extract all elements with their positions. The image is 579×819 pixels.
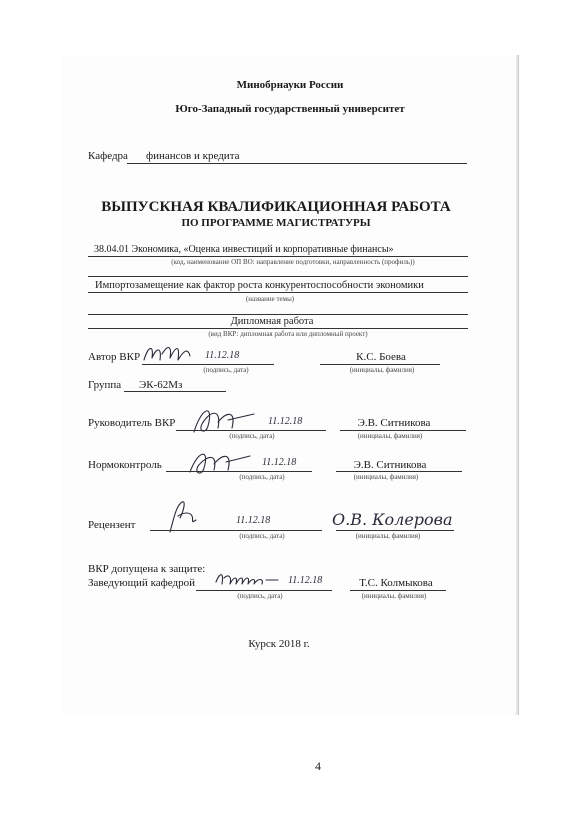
normcontrol-name-caption: (инициалы, фамилия) [353,473,419,481]
group-label: Группа [88,379,122,391]
normcontrol-name-line [336,471,462,472]
head-name: Т.С. Колмыкова [359,577,433,589]
reviewer-name-line [336,530,454,531]
normcontrol-sign-caption: (подпись, дата) [239,473,285,481]
program-line: ПО ПРОГРАММЕ МАГИСТРАТУРЫ [181,217,371,229]
page-edge [518,55,519,715]
supervisor-label: Руководитель ВКР [88,417,176,429]
work-type-value: Дипломная работа [230,316,314,327]
head-name-caption: (инициалы, фамилия) [361,592,427,600]
normcontrol-sign-line [166,471,312,472]
normcontrol-label: Нормоконтроль [88,459,162,471]
supervisor-name-line [340,430,466,431]
head-sign-line [196,590,332,591]
group-underline [124,391,226,392]
direction-caption: (код, наименование ОП ВО: направление подготовки, направленность (профиль)) [171,258,415,266]
university-heading: Юго-Западный государственный университет [175,103,405,115]
author-label: Автор ВКР [88,351,141,363]
author-name-line [320,364,440,365]
admission-line: ВКР допущена к защите: [88,563,206,575]
direction-underline-2 [88,276,468,277]
author-name: К.С. Боева [356,351,406,363]
supervisor-date: 11.12.18 [268,416,303,427]
work-type-underline [88,328,468,329]
reviewer-label: Рецензент [88,519,136,531]
ministry-heading: Минобрнауки России [236,79,344,91]
reviewer-date: 11.12.18 [236,515,271,526]
city-year: Курск 2018 г. [248,638,310,650]
department-label: Кафедра [88,150,128,162]
head-signature [212,566,284,590]
head-date: 11.12.18 [288,575,323,586]
author-sign-line [142,364,274,365]
department-underline [127,163,467,164]
direction-underline [88,256,468,257]
work-title: ВЫПУСКНАЯ КВАЛИФИКАЦИОННАЯ РАБОТА [101,199,451,215]
work-type-caption: (вид ВКР: дипломная работа или дипломный проект) [208,330,368,338]
department-value: финансов и кредита [146,150,240,162]
reviewer-name-handwritten: О.В. Колерова [332,510,453,529]
topic-underline [88,292,468,293]
supervisor-sign-caption: (подпись, дата) [229,432,275,440]
supervisor-name: Э.В. Ситникова [357,417,431,429]
page-number: 4 [315,759,321,773]
scanned-page [62,55,518,715]
reviewer-name-caption: (инициалы, фамилия) [355,532,421,540]
direction-value: 38.04.01 Экономика, «Оценка инвестиций и корпоративные финансы» [94,244,394,255]
head-name-line [350,590,446,591]
supervisor-name-caption: (инициалы, фамилия) [357,432,423,440]
author-sign-caption: (подпись, дата) [203,366,249,374]
supervisor-sign-line [176,430,326,431]
reviewer-sign-line [150,530,322,531]
head-of-department-label: Заведующий кафедрой [88,577,195,589]
normcontrol-date: 11.12.18 [262,457,297,468]
reviewer-sign-caption: (подпись, дата) [239,532,285,540]
head-sign-caption: (подпись, дата) [237,592,283,600]
topic-value: Импортозамещение как фактор роста конкурентоспособности экономики [95,280,424,291]
topic-caption: (название темы) [245,295,295,303]
normcontrol-name: Э.В. Ситникова [353,459,427,471]
group-value: ЭК-62Мз [139,379,183,391]
author-date: 11.12.18 [205,350,240,361]
topic-underline-2 [88,314,468,315]
author-name-caption: (инициалы, фамилия) [349,366,415,374]
